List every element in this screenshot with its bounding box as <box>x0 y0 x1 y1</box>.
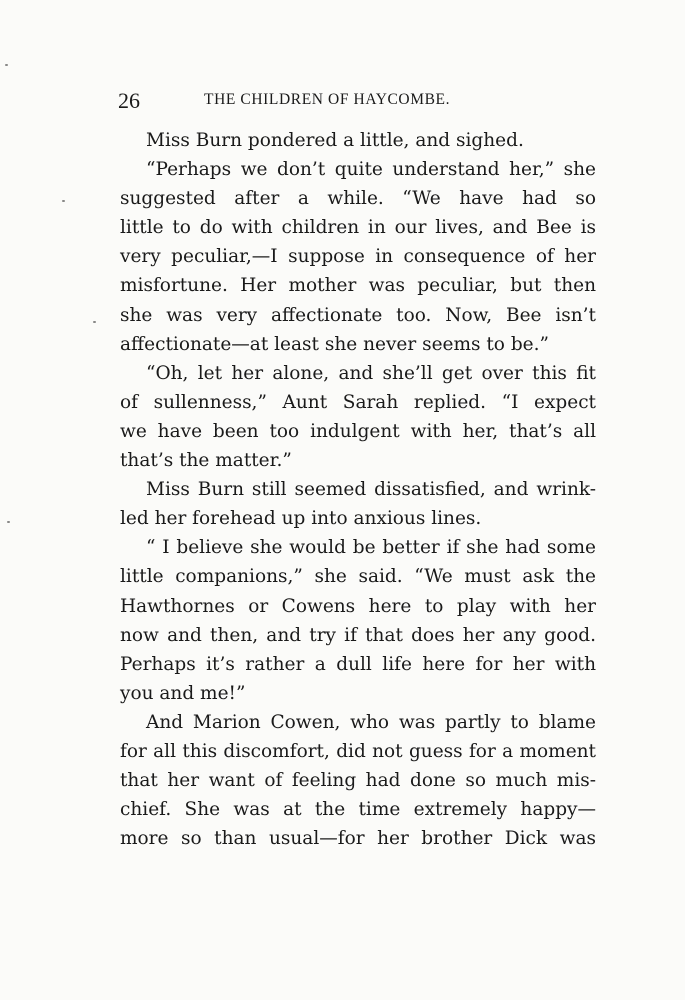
text-line: Perhaps it’s rather a dull life here for her with <box>120 653 596 675</box>
text-line: suggested after a while. “We have had so <box>120 188 596 210</box>
text-line: for all this discomfort, did not guess for a moment <box>120 740 596 762</box>
text-line: chief. She was at the time extremely happy— <box>120 799 596 821</box>
text-line: that’s the matter.” <box>120 450 292 472</box>
text-line: of sullenness,” Aunt Sarah replied. “I expect <box>120 391 596 413</box>
text-line: And Marion Cowen, who was partly to blame <box>146 711 596 733</box>
text-line: led her forehead up into anxious lines. <box>120 508 482 530</box>
text-line: misfortune. Her mother was peculiar, but then <box>120 275 596 297</box>
text-line: Hawthornes or Cowens here to play with her <box>120 595 596 617</box>
paper-speck <box>62 200 65 202</box>
text-line: now and then, and try if that does her any good. <box>120 624 596 646</box>
text-line: more so than usual—for her brother Dick was <box>120 828 596 850</box>
text-line: very peculiar,—I suppose in consequence of her <box>120 246 596 268</box>
text-line: that her want of feeling had done so much mis- <box>120 770 596 792</box>
paper-speck <box>5 64 8 66</box>
text-line: “Perhaps we don’t quite understand her,” she <box>146 159 596 181</box>
running-title: THE CHILDREN OF HAYCOMBE. <box>204 91 451 108</box>
body-text <box>120 126 596 853</box>
text-line: Miss Burn pondered a little, and sighed. <box>146 130 524 151</box>
text-line: little to do with children in our lives, and Bee is <box>120 217 596 239</box>
paper-speck <box>7 521 10 523</box>
text-line: “ I believe she would be better if she had some <box>146 537 596 559</box>
text-line: she was very affectionate too. Now, Bee isn’t <box>120 304 596 326</box>
page-number: 26 <box>118 88 140 113</box>
text-line: affectionate—at least she never seems to be.” <box>120 333 549 355</box>
text-line: you and me!” <box>120 682 246 704</box>
page-header <box>118 86 596 116</box>
text-line: Miss Burn still seemed dissatisfied, and wrink- <box>146 479 596 501</box>
text-line: we have been too indulgent with her, that’s all <box>120 420 596 442</box>
paper-speck <box>93 321 96 323</box>
text-line: little companions,” she said. “We must ask the <box>120 566 596 588</box>
text-line: “Oh, let her alone, and she’ll get over this fit <box>146 362 596 384</box>
